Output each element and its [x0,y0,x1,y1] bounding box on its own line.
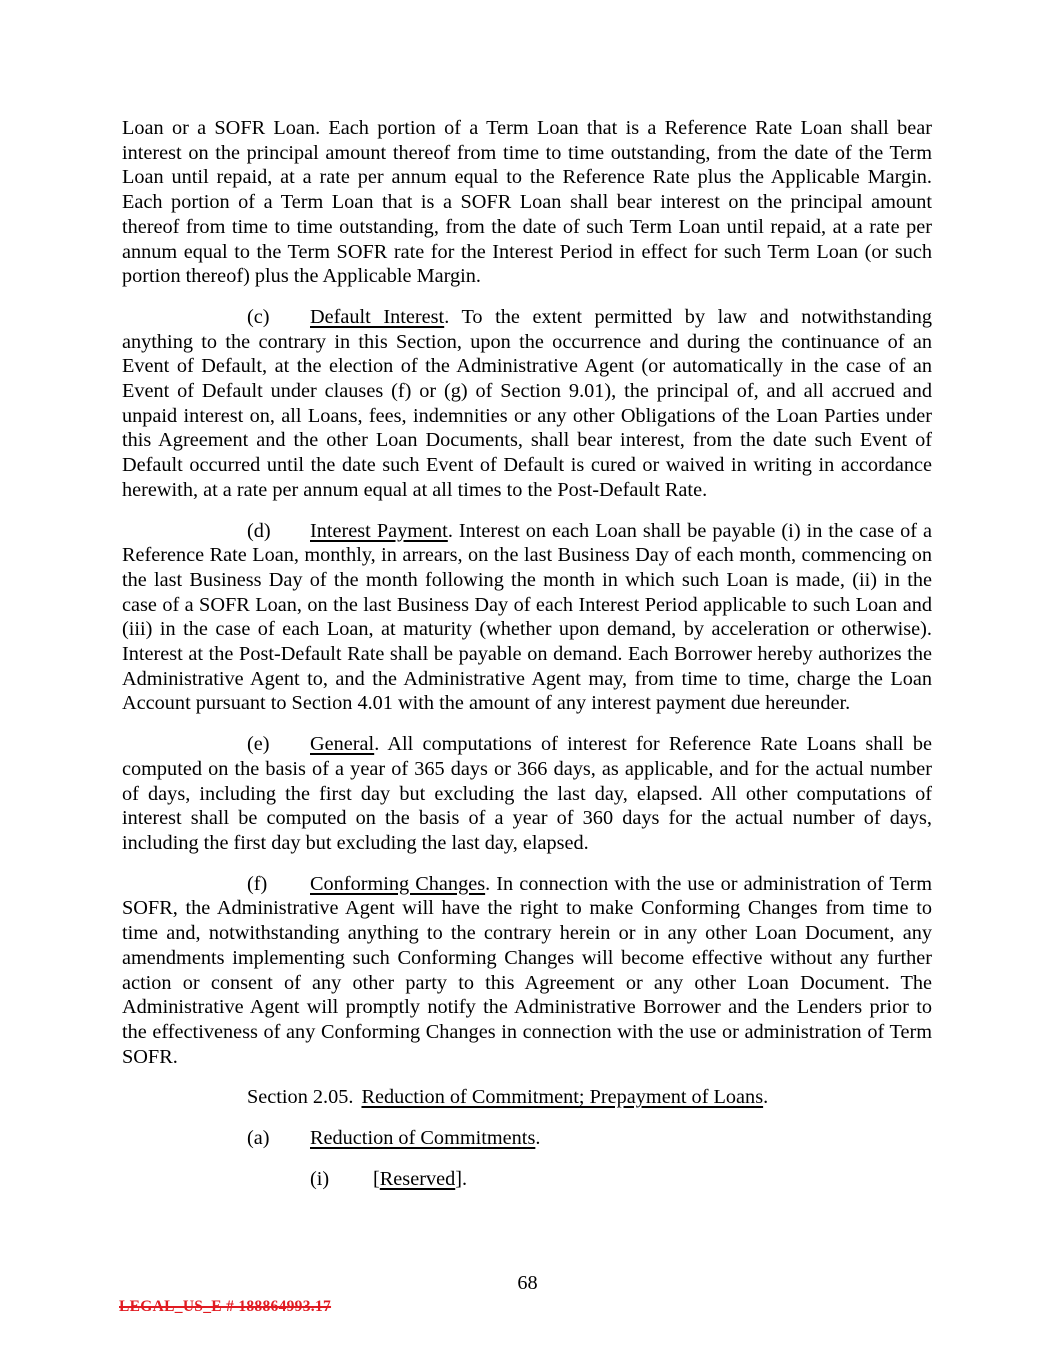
paragraph-sub-i [122,1167,932,1192]
paragraph-section-2-05 [122,1085,932,1110]
sub-a-period: . [535,1127,541,1150]
paragraph-clause-f [122,872,932,1070]
clause-e-body: All computations of interest for Reference Rate Loans shall be computed on the basis of a year of 365 days or 366 days, as applicable, and for the actual number of days, including the first day but excluding the last day, elapsed. All other computations of interest shall be computed on the basis of a year of 360 days for the actual number of days, including the first day but excluding the last day, elapsed. [122,733,932,854]
clause-d-heading-period: . [447,519,453,542]
section-2-05-lead: Section 2.05. [247,1086,354,1109]
legal-stamp-strikethrough: LEGAL_US_E # 188864993.17 [119,1298,332,1315]
document-body [122,116,932,1191]
clause-f-heading-period: . [485,872,491,895]
clause-f-label: (f) [247,872,268,895]
section-2-05-period: . [763,1086,769,1109]
clause-c-label: (c) [247,305,270,328]
clause-d-heading: Interest Payment [310,519,448,542]
paragraph-clause-d [122,519,932,717]
sub-i-label: (i) [310,1167,330,1190]
clause-c-heading-period: . [444,305,450,328]
paragraph-continuation [122,116,932,289]
paragraph-clause-c [122,305,932,503]
clause-e-label: (e) [247,733,270,756]
sub-a-label: (a) [247,1127,270,1150]
clause-e-heading: General [310,733,375,756]
sub-i-bracket-close: ]. [455,1167,468,1190]
clause-f-heading: Conforming Changes [310,872,486,895]
clause-c-body: To the extent permitted by law and notwithstanding anything to the contrary in this Section, upon the occurrence and during the continuance of an Event of Default, at the election of the Administrative Agent (or automatically in the case of an Event of Default under clauses (f) or (g) of Section 9.01), the principal of, and all accrued and unpaid interest on, all Loans, fees, indemnities or any other Obligations of the Loan Parties under this Agreement and the other Loan Documents, shall bear interest, from the date such Event of Default occurred until the date such Event of Default is cured or waived in writing in accordance herewith, at a rate per annum equal at all times to the Post-Default Rate. [122,305,932,501]
section-2-05-title: Reduction of Commitment; Prepayment of Loans [361,1086,764,1109]
clause-c-heading: Default Interest [310,305,445,328]
clause-d-label: (d) [247,519,271,542]
paragraph-sub-a [122,1126,932,1151]
sub-i-title: Reserved [379,1167,456,1190]
clause-d-body: Interest on each Loan shall be payable (i) in the case of a Reference Rate Loan, monthly, in arrears, on the last Business Day of each month, commencing on the last Business Day of the month following the month in which such Loan is made, (ii) in the case of a SOFR Loan, on the last Business Day of each Interest Period applicable to such Loan and (iii) in the case of each Loan, at maturity (whether upon demand, by acceleration or otherwise). Interest at the Post-Default Rate shall be payable on demand. Each Borrower hereby authorizes the Administrative Agent to, and the Administrative Agent may, from time to time, charge the Loan Account pursuant to Section 4.01 with the amount of any interest payment due hereunder. [122,519,932,715]
sub-a-title: Reduction of Commitments [310,1127,536,1150]
sub-i-bracket-open: [ [373,1167,380,1190]
page-number: 68 [517,1272,538,1294]
paragraph-clause-e [122,732,932,856]
clause-e-heading-period: . [374,733,380,756]
paragraph-continuation-text: Loan or a SOFR Loan. Each portion of a Term Loan that is a Reference Rate Loan shall bear interest on the principal amount thereof from time to time outstanding, from the date of the Term Loan until repaid, at a rate per annum equal to the Reference Rate plus the Applicable Margin. Each portion of a Term Loan that is a SOFR Loan shall bear interest on the principal amount thereof from time to time outstanding, from the date of such Term Loan until repaid, at a rate per annum equal to the Term SOFR rate for the Interest Period in effect for such Term Loan (or such portion thereof) plus the Applicable Margin. [122,117,932,288]
clause-f-body: In connection with the use or administration of Term SOFR, the Administrative Agent will have the right to make Conforming Changes from time to time and, notwithstanding anything to the contrary herein or in any other Loan Document, any amendments implementing such Conforming Changes will become effective without any further action or consent of any other party to this Agreement or any other Loan Document. The Administrative Agent will promptly notify the Administrative Borrower and the Lenders prior to the effectiveness of any Conforming Changes in connection with the use or administration of Term SOFR. [122,872,932,1068]
